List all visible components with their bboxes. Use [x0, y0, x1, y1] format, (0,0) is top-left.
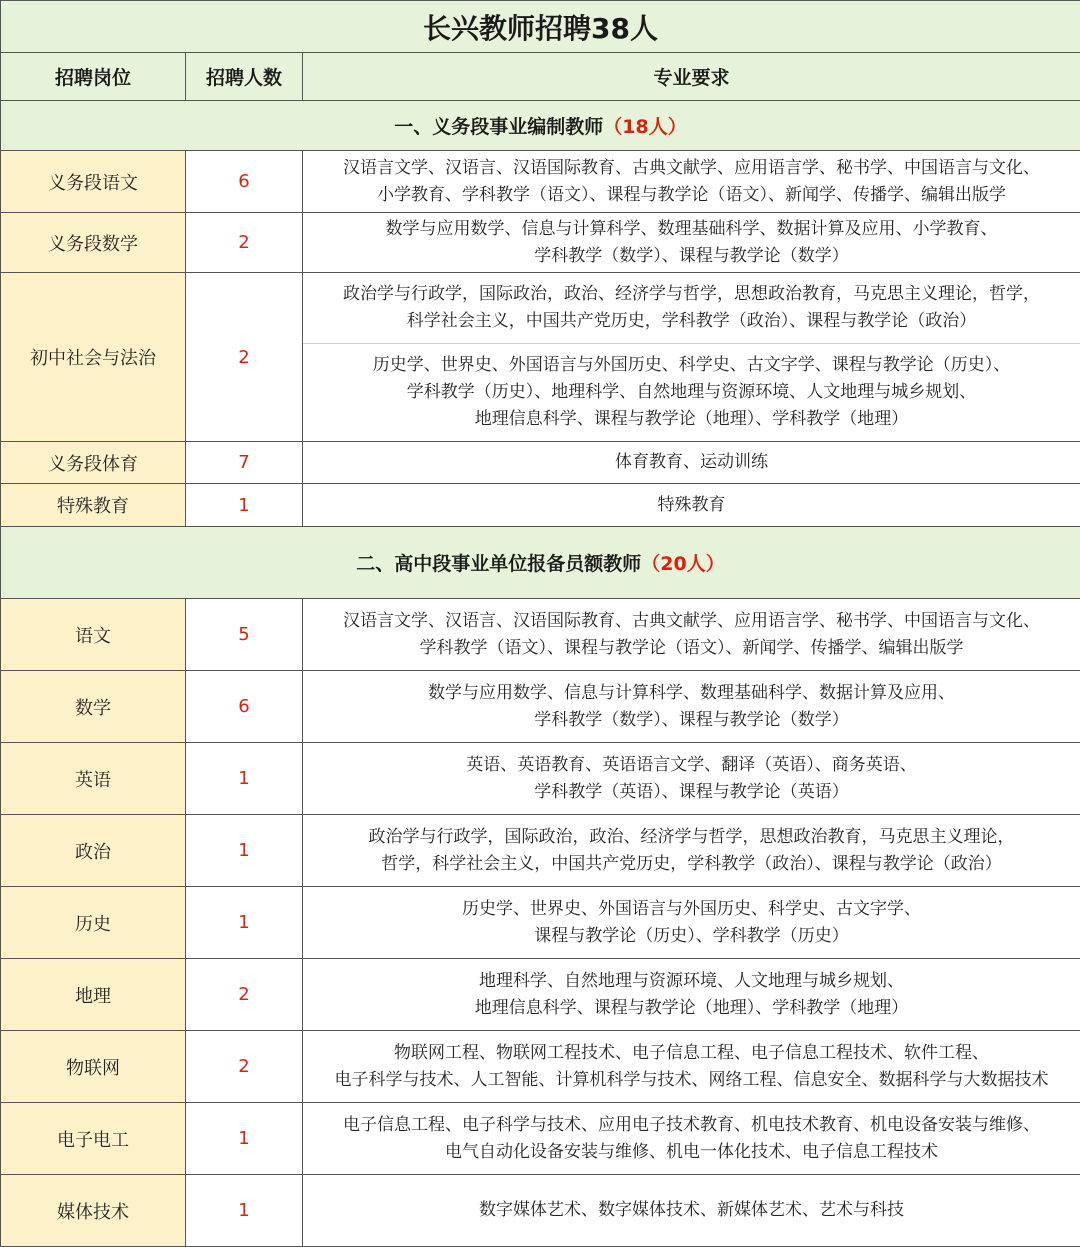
major-line: 电子科学与技术、人工智能、计算机科学与技术、网络工程、信息安全、数据科学与大数据技术: [309, 1067, 1074, 1094]
major-line: 数学与应用数学、信息与计算科学、数理基础科学、数据计算及应用、: [309, 680, 1074, 707]
major-line: 历史学、世界史、外国语言与外国历史、科学史、古文字学、: [309, 896, 1074, 923]
major-block: [309, 273, 1074, 343]
major-line: 科学社会主义，中国共产党历史，学科教学（政治）、课程与教学论（政治）: [309, 308, 1074, 335]
header-row: [1, 53, 1080, 101]
count-cell: 1: [186, 1103, 303, 1175]
major-line: 学科教学（数学）、课程与教学论（数学）: [309, 707, 1074, 734]
major-cell: [303, 815, 1080, 887]
major-line: 地理信息科学、课程与教学论（地理）、学科教学（地理）: [303, 406, 1080, 433]
table-row: [1, 151, 1080, 213]
header-position: 招聘岗位: [1, 53, 186, 101]
position-cell: 英语: [1, 743, 186, 815]
position-cell: 义务段体育: [1, 442, 186, 484]
major-line: 学科教学（历史）、地理科学、自然地理与资源环境、人文地理与城乡规划、: [303, 379, 1080, 406]
major-cell: [303, 959, 1080, 1031]
major-line: 地理信息科学、课程与教学论（地理）、学科教学（地理）: [309, 995, 1074, 1022]
position-cell: 特殊教育: [1, 484, 186, 527]
header-count: 招聘人数: [186, 53, 303, 101]
position-cell: 物联网: [1, 1031, 186, 1103]
major-cell: [303, 671, 1080, 743]
count-cell: 1: [186, 484, 303, 527]
major-line: 政治学与行政学，国际政治，政治、经济学与哲学，思想政治教育，马克思主义理论，哲学，: [309, 281, 1074, 308]
major-cell: [303, 887, 1080, 959]
major-cell: [303, 743, 1080, 815]
table-row: [1, 959, 1080, 1031]
section-header: [1, 101, 1080, 151]
count-cell: 2: [186, 213, 303, 273]
major-block: [309, 155, 1074, 209]
count-cell: 6: [186, 151, 303, 213]
major-cell: [303, 1103, 1080, 1175]
position-cell: 媒体技术: [1, 1175, 186, 1247]
major-line: 数字媒体艺术、数字媒体技术、新媒体艺术、艺术与科技: [309, 1197, 1074, 1224]
major-line: 特殊教育: [309, 492, 1074, 519]
position-cell: 初中社会与法治: [1, 273, 186, 442]
section-count: （20人）: [641, 553, 724, 575]
major-line: 物联网工程、物联网工程技术、电子信息工程、电子信息工程技术、软件工程、: [309, 1040, 1074, 1067]
count-cell: 1: [186, 743, 303, 815]
count-cell: 2: [186, 1031, 303, 1103]
major-line: 学科教学（语文）、课程与教学论（语文）、新闻学、传播学、编辑出版学: [309, 635, 1074, 662]
major-line: 汉语言文学、汉语言、汉语国际教育、古典文献学、应用语言学、秘书学、中国语言与文化、: [309, 608, 1074, 635]
major-line: 地理科学、自然地理与资源环境、人文地理与城乡规划、: [309, 968, 1074, 995]
major-block: [309, 1197, 1074, 1224]
position-cell: 电子电工: [1, 1103, 186, 1175]
major-block: [309, 752, 1074, 806]
major-line: 电子信息工程、电子科学与技术、应用电子技术教育、机电技术教育、机电设备安装与维修、: [309, 1112, 1074, 1139]
table-row: [1, 442, 1080, 484]
major-line: 数学与应用数学、信息与计算科学、数理基础科学、数据计算及应用、小学教育、: [309, 216, 1074, 243]
major-cell: [303, 484, 1080, 527]
section-label: 一、义务段事业编制教师: [394, 116, 603, 138]
major-block: [309, 1040, 1074, 1094]
major-block: [303, 343, 1080, 441]
table-row: [1, 213, 1080, 273]
position-cell: 义务段数学: [1, 213, 186, 273]
page-title: 长兴教师招聘38人: [1, 1, 1080, 53]
major-line: 电气自动化设备安装与维修、机电一体化技术、电子信息工程技术: [309, 1139, 1074, 1166]
major-line: 体育教育、运动训练: [309, 449, 1074, 476]
section-label: 二、高中段事业单位报备员额教师: [356, 553, 641, 575]
section-header: [1, 527, 1080, 599]
major-block: [309, 824, 1074, 878]
count-cell: 6: [186, 671, 303, 743]
table-row: [1, 743, 1080, 815]
header-major: 专业要求: [303, 53, 1080, 101]
major-cell: [303, 213, 1080, 273]
major-cell: [303, 273, 1080, 442]
position-cell: 语文: [1, 599, 186, 671]
count-cell: 1: [186, 887, 303, 959]
major-cell: [303, 442, 1080, 484]
major-block: [309, 492, 1074, 519]
major-line: 学科教学（英语）、课程与教学论（英语）: [309, 779, 1074, 806]
position-cell: 数学: [1, 671, 186, 743]
major-line: 学科教学（数学）、课程与教学论（数学）: [309, 243, 1074, 270]
major-line: 哲学，科学社会主义，中国共产党历史，学科教学（政治）、课程与教学论（政治）: [309, 851, 1074, 878]
count-cell: 1: [186, 815, 303, 887]
section-row: [1, 527, 1080, 599]
major-block: [309, 1112, 1074, 1166]
major-line: 政治学与行政学，国际政治，政治、经济学与哲学，思想政治教育，马克思主义理论，: [309, 824, 1074, 851]
major-cell: [303, 151, 1080, 213]
major-line: 小学教育、学科教学（语文）、课程与教学论（语文）、新闻学、传播学、编辑出版学: [309, 182, 1074, 209]
table-row: [1, 599, 1080, 671]
major-block: [309, 608, 1074, 662]
position-cell: 政治: [1, 815, 186, 887]
major-block: [309, 216, 1074, 270]
count-cell: 2: [186, 273, 303, 442]
section-row: [1, 101, 1080, 151]
major-block: [309, 680, 1074, 734]
position-cell: 地理: [1, 959, 186, 1031]
section-count: （18人）: [603, 116, 686, 138]
count-cell: 5: [186, 599, 303, 671]
major-block: [309, 896, 1074, 950]
major-line: 汉语言文学、汉语言、汉语国际教育、古典文献学、应用语言学、秘书学、中国语言与文化、: [309, 155, 1074, 182]
major-line: 英语、英语教育、英语语言文学、翻译（英语）、商务英语、: [309, 752, 1074, 779]
table-row: [1, 484, 1080, 527]
count-cell: 7: [186, 442, 303, 484]
major-line: 历史学、世界史、外国语言与外国历史、科学史、古文字学、课程与教学论（历史）、: [303, 352, 1080, 379]
count-cell: 1: [186, 1175, 303, 1247]
position-cell: 义务段语文: [1, 151, 186, 213]
major-block: [309, 449, 1074, 476]
table-row: [1, 887, 1080, 959]
major-line: 课程与教学论（历史）、学科教学（历史）: [309, 923, 1074, 950]
title-row: [1, 1, 1080, 53]
position-cell: 历史: [1, 887, 186, 959]
major-block: [309, 968, 1074, 1022]
table-row: [1, 273, 1080, 442]
major-cell: [303, 599, 1080, 671]
table-row: [1, 815, 1080, 887]
major-cell: [303, 1031, 1080, 1103]
table-row: [1, 1103, 1080, 1175]
count-cell: 2: [186, 959, 303, 1031]
table-row: [1, 1031, 1080, 1103]
table-row: [1, 671, 1080, 743]
